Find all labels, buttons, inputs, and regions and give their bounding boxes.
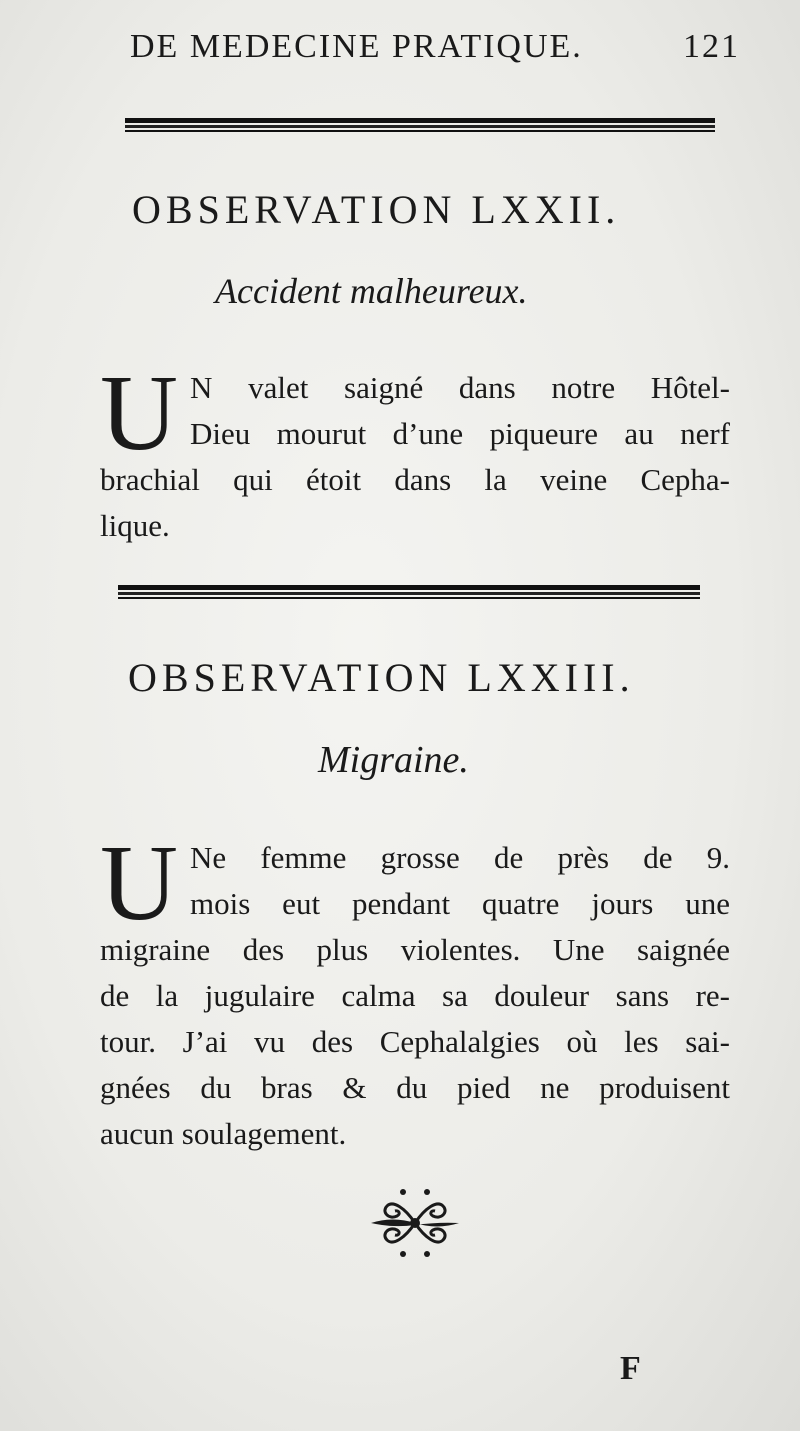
paragraph-line: N valet saigné dans notre Hôtel- <box>190 370 730 405</box>
observation-72-paragraph <box>100 354 730 549</box>
paragraph-line: Ne femme grosse de près de 9. <box>190 840 730 875</box>
observation-73-subtitle: Migraine. <box>318 739 469 781</box>
drop-cap: U <box>100 824 178 943</box>
paragraph-line: lique. <box>100 508 170 543</box>
observation-72-subtitle: Accident malheureux. <box>215 271 528 311</box>
page-number: 121 <box>683 28 740 65</box>
paragraph-line: aucun soulagement. <box>100 1116 347 1151</box>
observation-73-paragraph <box>100 824 730 1157</box>
running-head-title: DE MEDECINE PRATIQUE. <box>130 28 583 65</box>
paragraph-line: migraine des plus violentes. Une saignée <box>100 932 730 967</box>
paragraph-line: tour. J’ai vu des Cephalalgies où les sai- <box>100 1024 730 1059</box>
paragraph-line: Dieu mourut d’une piqueure au nerf <box>190 416 730 451</box>
paragraph-line: gnées du bras & du pied ne produisent <box>100 1070 730 1105</box>
running-head <box>130 28 740 66</box>
observation-72-title: OBSERVATION LXXII. <box>132 187 621 232</box>
signature-mark: F <box>620 1350 641 1387</box>
section-rule <box>118 585 700 599</box>
fleuron-ornament-icon <box>365 1178 465 1268</box>
paragraph-line: brachial qui étoit dans la veine Cepha- <box>100 462 730 497</box>
observation-73-title: OBSERVATION LXXIII. <box>128 655 635 700</box>
drop-cap: U <box>100 354 178 473</box>
top-rule <box>125 118 715 132</box>
paragraph-line: de la jugulaire calma sa douleur sans re- <box>100 978 730 1013</box>
paragraph-line: mois eut pendant quatre jours une <box>190 886 730 921</box>
